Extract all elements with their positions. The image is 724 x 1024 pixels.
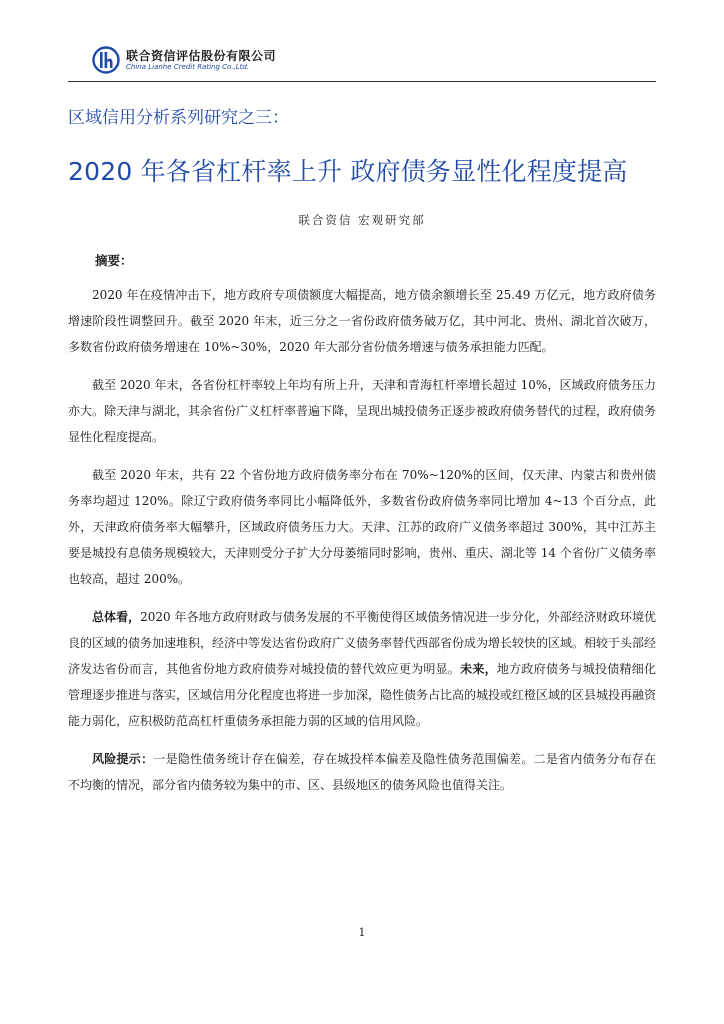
paragraph-1: 2020 年在疫情冲击下，地方政府专项债额度大幅提高，地方债余额增长至 25.49 万亿元，地方政府债务增速阶段性调整回升。截至 2020 年末，近三分之一省份政府债务破万亿，其中河北、贵州、湖北首次破万，多数省份政府债务增速在 10%~30%，2020 年大部分省份债务增速与债务承担能力匹配。 bbox=[68, 288, 656, 354]
page-number: 1 bbox=[358, 926, 366, 939]
summary-lead: 总体看， bbox=[92, 610, 141, 624]
future-lead: 未来， bbox=[460, 662, 497, 676]
abstract-body bbox=[68, 282, 656, 810]
company-name-en: China Lianhe Credit Rating Co.,Ltd. bbox=[126, 62, 250, 71]
paragraph-2: 截至 2020 年末，各省份杠杆率较上年均有所上升，天津和青海杠杆率增长超过 10%，区域政府债务压力亦大。除天津与湖北，其余省份广义杠杆率普遍下降，呈现出城投债务正逐步被政府债务替代的过程，政府债务显性化程度提高。 bbox=[68, 378, 657, 444]
header-logo bbox=[92, 46, 276, 74]
series-title: 区域信用分析系列研究之三： bbox=[68, 108, 289, 128]
authors-line: 联合资信 宏观研究部 bbox=[298, 213, 426, 227]
abstract-label: 摘要： bbox=[95, 253, 133, 268]
paragraph-5 bbox=[68, 746, 656, 798]
header-divider bbox=[68, 81, 656, 82]
company-name-cn: 联合资信评估股份有限公司 bbox=[126, 48, 277, 63]
page-title: 2020 年各省杠杆率上升 政府债务显性化程度提高 bbox=[68, 157, 628, 186]
risk-body: 一是隐性债务统计存在偏差，存在城投样本偏差及隐性债务范围偏差。二是省内债务分布存在不均衡的情况，部分省内债务较为集中的市、区、县级地区的债务风险也值得关注。 bbox=[68, 752, 656, 792]
paragraph-3: 截至 2020 年末，共有 22 个省份地方政府债务率分布在 70%~120%的区间，仅天津、内蒙古和贵州债务率均超过 120%。除辽宁政府债务率同比小幅降低外，多数省份政府债务率同比增加 4~13 个百分点，此外，天津政府债务率大幅攀升，区域政府债务压力大。天津、江苏的政府广义债务率超过 300%，其中江苏主要是城投有息债务规模较大，天津则受分子扩大分母萎缩同时影响，贵州、重庆、湖北等 14 个省份广义债务率也较高，超过 200%。 bbox=[68, 468, 656, 586]
risk-lead: 风险提示： bbox=[92, 752, 154, 766]
future-body: 地方政府债务与城投债精细化管理逐步推进与落实，区域信用分化程度也将进一步加深，隐性债务占比高的城投或红橙区域的区县城投再融资能力弱化，应积极防范高杠杆重债务承担能力弱的区域的信用风险。 bbox=[68, 662, 657, 728]
paragraph-4 bbox=[68, 604, 656, 734]
lianhe-logo-icon bbox=[92, 46, 120, 74]
summary-body: 2020 年各地方政府财政与债务发展的不平衡使得区域债务情况进一步分化，外部经济财政环境优良的区域的债务加速堆积，经济中等发达省份政府广义债务率替代西部省份成为增长较快的区域。相较于头部经济发达省份而言，其他省份地方政府债券对城投债的替代效应更为明显。 bbox=[68, 610, 657, 676]
